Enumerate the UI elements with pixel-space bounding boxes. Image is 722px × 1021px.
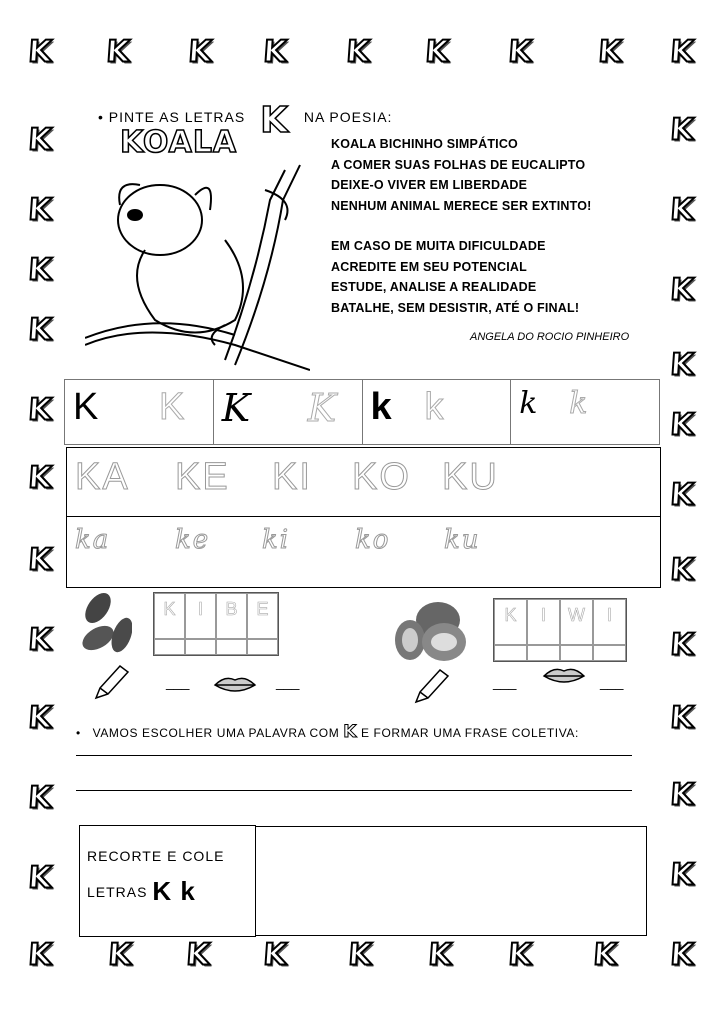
border-k-letter: K [27,780,53,816]
border-k-letter: K [669,937,695,973]
letter-trace-grid [64,379,660,445]
border-k-letter: K [669,700,695,736]
syllable[interactable]: KE [175,456,230,498]
syllable-blank[interactable]: ___ [493,674,517,690]
border-k-letter: K [669,347,695,383]
border-k-letter: K [669,407,695,443]
trace-letter[interactable]: K [494,599,527,645]
trace-letter[interactable]: E [247,593,278,639]
instruction-suffix: NA POESIA: [303,109,393,125]
instruction-letter: K [260,100,289,141]
syllable[interactable]: KI [272,456,312,498]
trace-letter[interactable]: W [560,599,593,645]
border-k-letter: K [669,627,695,663]
write-cell[interactable] [247,639,278,655]
trace-cell [363,380,512,444]
trace-letter[interactable]: k [424,386,444,428]
pencil-icon [412,666,452,706]
border-k-letter: K [345,34,371,70]
border-k-letter: K [27,34,53,70]
syllable[interactable]: KA [75,456,130,498]
cutpaste-line2: LETRAS [87,884,148,900]
sentence-instruction: • VAMOS ESCOLHER UMA PALAVRA COM K E FORMAR UMA FRASE COLETIVA: [76,722,579,742]
word-grid-kiwi [493,598,627,662]
border-k-letter: K [27,542,53,578]
write-cell[interactable] [154,639,185,655]
border-k-letter: K [27,622,53,658]
border-k-letter: K [669,477,695,513]
border-k-letter: K [27,252,53,288]
poem-line: EM CASO DE MUITA DIFICULDADE [331,239,546,253]
instruction: • PINTE AS LETRAS K NA POESIA: [98,100,393,141]
border-k-letter: K [669,192,695,228]
trace-letter[interactable]: B [216,593,247,639]
border-k-letter: K [669,34,695,70]
border-k-letter: K [27,460,53,496]
kiwi-image [388,598,473,664]
cutpaste-line1: RECORTE E COLE [87,848,225,864]
border-k-letter: K [669,777,695,813]
model-letter: k [370,386,392,428]
syllable[interactable]: ko [355,525,391,555]
model-letter: K [73,386,99,428]
instruction-text: PINTE AS LETRAS [108,109,246,125]
border-k-letter: K [105,34,131,70]
write-cell[interactable] [185,639,216,655]
trace-letter[interactable]: k [569,386,588,421]
writing-line[interactable] [76,790,632,791]
border-k-letter: K [27,700,53,736]
poem [331,134,592,318]
poem-line: DEIXE-O VIVER EM LIBERDADE [331,178,528,192]
write-cell[interactable] [527,645,560,661]
border-k-letter: K [669,112,695,148]
trace-letter[interactable]: I [527,599,560,645]
sentence-before: VAMOS ESCOLHER UMA PALAVRA COM [92,726,340,740]
poem-author: ANGELA DO ROCIO PINHEIRO [470,331,630,343]
syllables-upper-row [67,448,660,516]
write-cell[interactable] [560,645,593,661]
sentence-letter: K [343,722,358,742]
model-letter: K [221,386,251,430]
kibe-image [82,590,132,656]
poem-line: ACREDITE EM SEU POTENCIAL [331,259,527,274]
border-k-letter: K [507,937,533,973]
border-k-letter: K [27,122,53,158]
border-k-letter: K [27,860,53,896]
poem-line: KOALA BICHINHO SIMPÁTICO [331,137,518,151]
border-k-letter: K [669,552,695,588]
border-k-letter: K [185,937,211,973]
syllable[interactable]: ka [75,525,111,555]
pencil-icon [92,662,132,702]
border-k-letter: K [262,937,288,973]
paste-area[interactable] [255,826,647,936]
model-letter: k [519,386,538,421]
write-cell[interactable] [494,645,527,661]
poem-line: NENHUM ANIMAL MERECE SER EXTINTO! [331,198,592,213]
border-k-letter: K [27,937,53,973]
border-k-letter: K [424,34,450,70]
syllable[interactable]: ke [175,525,211,555]
trace-letter[interactable]: K [159,386,185,428]
border-k-letter: K [597,34,623,70]
trace-cell [511,380,659,444]
border-k-letter: K [187,34,213,70]
koala-illustration [85,160,310,375]
border-k-letter: K [347,937,373,973]
lips-icon [542,666,586,686]
syllable[interactable]: ku [444,525,481,555]
border-k-letter: K [592,937,618,973]
poem-line: ESTUDE, ANALISE A REALIDADE [331,280,537,294]
border-k-letter: K [107,937,133,973]
trace-letter[interactable]: K [307,386,337,430]
syllable-trace-box [66,447,661,588]
cutpaste-letters: K k [152,876,196,906]
cut-paste-label-box [79,825,256,937]
border-k-letter: K [669,857,695,893]
poem-line: A COMER SUAS FOLHAS DE EUCALIPTO [331,157,586,172]
trace-cell [214,380,363,444]
trace-letter[interactable]: I [185,593,216,639]
border-k-letter: K [262,34,288,70]
lips-icon [213,675,257,695]
border-k-letter: K [27,312,53,348]
writing-line[interactable] [76,755,632,756]
syllable[interactable]: KU [442,456,499,498]
sentence-after: E FORMAR UMA FRASE COLETIVA: [361,726,579,740]
trace-cell [65,380,214,444]
syllable-blank[interactable]: ___ [600,674,624,690]
syllables-lower-row [67,516,660,585]
trace-letter[interactable]: I [593,599,626,645]
syllable[interactable]: KO [352,456,411,498]
border-k-letter: K [27,392,53,428]
border-k-letter: K [669,272,695,308]
write-cell[interactable] [216,639,247,655]
border-k-letter: K [427,937,453,973]
border-k-letter: K [507,34,533,70]
poem-line: BATALHE, SEM DESISTIR, ATÉ O FINAL! [331,300,580,315]
border-k-letter: K [27,192,53,228]
word-grid-kibe [153,592,279,656]
write-cell[interactable] [593,645,626,661]
syllable[interactable]: ki [262,525,291,555]
syllable-blank[interactable]: ___ [276,674,300,690]
syllable-blank[interactable]: ___ [166,674,190,690]
trace-letter[interactable]: K [154,593,185,639]
koala-title: KOALA [120,125,238,160]
